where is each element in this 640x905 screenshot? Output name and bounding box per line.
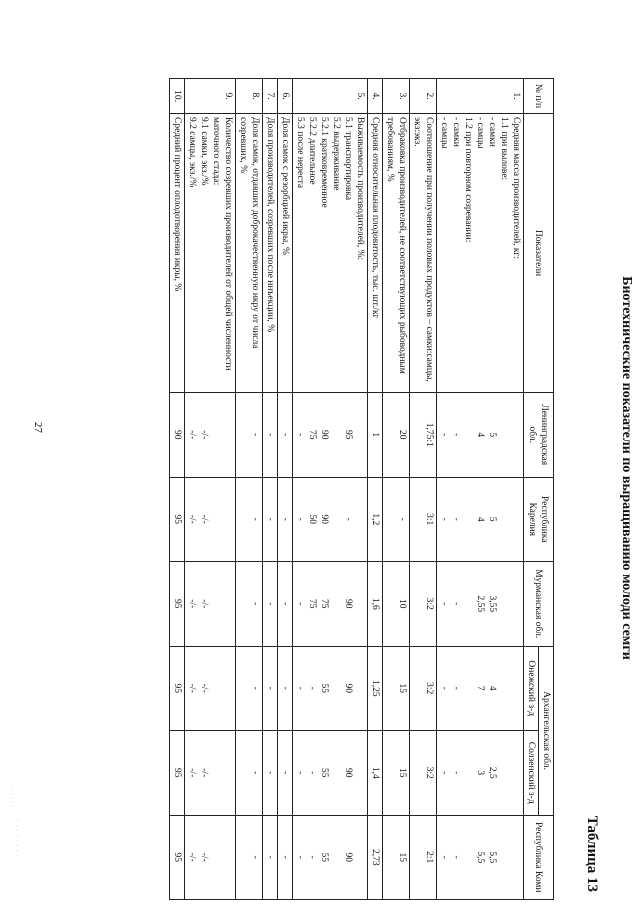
value-line [510, 481, 522, 559]
header-karelia: Республика Карелия [524, 477, 554, 562]
value-line: - [250, 433, 260, 437]
value-line [498, 481, 510, 559]
value-line: 75 [307, 599, 317, 609]
value-cell [368, 815, 383, 900]
row-number: 4. [368, 79, 383, 114]
value-line: -/- [187, 852, 197, 862]
value-line: - [265, 686, 275, 690]
value-cell [383, 562, 410, 647]
value-line: 2,5 [487, 766, 497, 779]
row-number: 5. [293, 79, 368, 114]
table-row [185, 79, 236, 900]
value-line: -/- [199, 683, 209, 693]
value-line: - [451, 771, 461, 775]
header-solza: Солзенский з-д [524, 731, 539, 816]
row-number: 9. [185, 79, 236, 114]
value-cell [185, 393, 236, 478]
value-cell [236, 393, 263, 478]
value-line: - [250, 602, 260, 606]
value-line: - [280, 517, 290, 521]
table-row [437, 79, 524, 900]
value-line: - [439, 602, 449, 606]
value-line [330, 396, 342, 474]
table-row [383, 79, 410, 900]
value-line [498, 650, 510, 728]
value-line: - [295, 855, 305, 859]
value-line [510, 650, 522, 728]
value-line [330, 819, 342, 897]
value-cell [170, 393, 185, 478]
value-line: 90 [319, 430, 329, 440]
value-cell [170, 562, 185, 647]
value-line: -/- [187, 683, 197, 693]
value-line: 3 [475, 770, 485, 776]
header-num: № п/п [524, 79, 554, 114]
value-cell [278, 393, 293, 478]
value-cell [410, 562, 437, 647]
value-line: 10 [397, 599, 407, 609]
value-line [462, 819, 474, 897]
row-indicator [293, 114, 368, 393]
value-cell [437, 815, 524, 900]
value-line: - [265, 771, 275, 775]
value-line [498, 396, 510, 474]
value-line: 90 [343, 852, 353, 862]
value-line: 2:1 [424, 851, 434, 864]
value-line: 15 [397, 768, 407, 778]
value-line [510, 734, 522, 812]
value-line: 75 [307, 430, 317, 440]
value-cell [383, 815, 410, 900]
value-line: - [265, 855, 275, 859]
value-cell [170, 646, 185, 731]
value-cell [278, 815, 293, 900]
header-komi: Республика Коми [524, 815, 554, 900]
value-cell [437, 393, 524, 478]
value-line: 95 [172, 514, 182, 524]
value-line: - [295, 433, 305, 437]
value-cell [263, 393, 278, 478]
header-row-1 [539, 79, 554, 900]
indicator-line: 5.1 транспортировка [343, 117, 353, 201]
value-line [354, 396, 366, 474]
table-row [293, 79, 368, 900]
value-line: - [250, 517, 260, 521]
row-indicator [278, 114, 293, 393]
value-line [210, 481, 222, 559]
value-line: - [280, 433, 290, 437]
value-cell [278, 477, 293, 562]
title-row [560, 38, 600, 898]
row-number: 1. [437, 79, 524, 114]
indicator-line: Количество созревших производителей от общей численности маточного стада: [211, 117, 233, 371]
value-cell [437, 731, 524, 816]
value-line: 95 [172, 852, 182, 862]
value-line: 3:2 [424, 766, 434, 779]
header-indicator: Показатели [524, 114, 554, 393]
value-cell [410, 646, 437, 731]
value-line: - [451, 855, 461, 859]
value-line [354, 819, 366, 897]
data-table [169, 78, 554, 900]
value-line: - [250, 686, 260, 690]
value-line: -/- [187, 430, 197, 440]
value-line: 55 [319, 852, 329, 862]
value-line: 1,6 [370, 597, 380, 610]
value-line: 7 [475, 685, 485, 691]
row-number: 8. [236, 79, 263, 114]
value-line [462, 650, 474, 728]
value-line [354, 650, 366, 728]
value-cell [236, 646, 263, 731]
value-line: 3:2 [424, 597, 434, 610]
value-line: - [307, 771, 317, 775]
value-line: - [280, 686, 290, 690]
value-line: - [265, 517, 275, 521]
header-onega: Онежский з-д [524, 646, 539, 731]
value-cell [437, 562, 524, 647]
indicator-line: Соотношение при получении половых продуктов – самки:самцы, экз:экз. [412, 117, 434, 382]
row-indicator [368, 114, 383, 393]
table-row [410, 79, 437, 900]
value-cell [185, 731, 236, 816]
value-line: - [280, 855, 290, 859]
indicator-line: 9.1 самки, экз./% [199, 117, 209, 186]
row-indicator [170, 114, 185, 393]
indicator-line: 5.2 выдерживание [331, 117, 341, 191]
value-line: - [439, 517, 449, 521]
value-line [210, 734, 222, 812]
indicator-line: - самцы [475, 117, 485, 149]
value-line: - [280, 602, 290, 606]
row-indicator [236, 114, 263, 393]
value-line: - [250, 855, 260, 859]
indicator-line: Средняя масса производителей, кг: [511, 117, 521, 260]
page-number: 27 [32, 422, 44, 433]
value-line [222, 734, 234, 812]
value-cell [236, 477, 263, 562]
value-line: 1 [370, 432, 380, 438]
indicator-line: 5.2.1 кратковременное [319, 117, 329, 208]
indicator-line: Доля самок, отдавших доброкачественную икру от числа созревших, % [238, 117, 260, 349]
table-body [170, 79, 524, 900]
value-cell [263, 815, 278, 900]
value-line: - [295, 602, 305, 606]
data-table-container [169, 78, 554, 900]
value-line: 90 [343, 599, 353, 609]
value-cell [293, 815, 368, 900]
value-line: - [343, 517, 353, 521]
value-line: -/- [199, 599, 209, 609]
value-line [210, 396, 222, 474]
value-line [462, 396, 474, 474]
value-line: -/- [199, 514, 209, 524]
row-indicator [263, 114, 278, 393]
value-cell [410, 731, 437, 816]
value-line [462, 481, 474, 559]
value-line: - [295, 771, 305, 775]
value-line [354, 734, 366, 812]
value-line: - [295, 686, 305, 690]
value-line: - [397, 517, 407, 521]
indicator-line: - самки [487, 117, 497, 147]
value-cell [368, 562, 383, 647]
value-cell [236, 562, 263, 647]
indicator-line: Средний процент оплодотворения икры, % [172, 117, 182, 292]
value-cell [263, 731, 278, 816]
value-line: 5,5 [475, 851, 485, 864]
value-cell [383, 731, 410, 816]
value-line: -/- [187, 768, 197, 778]
value-cell [185, 646, 236, 731]
row-number: 7. [263, 79, 278, 114]
indicator-line: 1.2 при повторном созревании: [463, 117, 473, 243]
row-indicator [410, 114, 437, 393]
value-line: 1,75:1 [424, 422, 434, 447]
value-line: 3:2 [424, 682, 434, 695]
value-cell [293, 562, 368, 647]
value-cell [437, 646, 524, 731]
value-line: 55 [319, 683, 329, 693]
value-cell [170, 477, 185, 562]
value-line: 2,55 [475, 595, 485, 613]
value-cell [263, 477, 278, 562]
value-line [354, 481, 366, 559]
value-line [330, 734, 342, 812]
value-line [498, 734, 510, 812]
value-line: - [439, 433, 449, 437]
table-row [368, 79, 383, 900]
value-line [510, 819, 522, 897]
indicator-line: - самки [451, 117, 461, 147]
value-line: 50 [307, 514, 317, 524]
value-line: 90 [343, 683, 353, 693]
value-line: 15 [397, 683, 407, 693]
value-line: 95 [343, 430, 353, 440]
value-line [498, 565, 510, 643]
header-leningrad: Ленинградская обл. [524, 393, 554, 478]
value-line [510, 396, 522, 474]
value-line: - [451, 433, 461, 437]
value-cell [368, 393, 383, 478]
value-cell [293, 477, 368, 562]
value-line: 90 [319, 514, 329, 524]
indicator-line: 1.1 при вылове: [499, 117, 509, 181]
value-line [222, 565, 234, 643]
header-murmansk: Мурманская обл. [524, 562, 554, 647]
table-row [263, 79, 278, 900]
value-cell [383, 646, 410, 731]
value-cell [293, 731, 368, 816]
value-cell [170, 731, 185, 816]
value-line: -/- [187, 514, 197, 524]
value-cell [293, 646, 368, 731]
indicator-line: Средняя относительная плодовитость, тыс. шт./кг [370, 117, 380, 319]
value-line [462, 565, 474, 643]
indicator-line: Выживаемость производителей, %: [355, 117, 365, 261]
value-line: - [295, 517, 305, 521]
value-cell [383, 477, 410, 562]
value-cell [278, 562, 293, 647]
row-indicator [437, 114, 524, 393]
table-row [236, 79, 263, 900]
value-line: 1,4 [370, 766, 380, 779]
value-line: 2,73 [370, 848, 380, 866]
indicator-line: 9.2 самцы, экз./% [187, 117, 197, 188]
value-line: - [265, 602, 275, 606]
table-row [170, 79, 185, 900]
indicator-line: - самцы [439, 117, 449, 149]
value-line: -/- [199, 768, 209, 778]
value-cell [293, 393, 368, 478]
row-number: 10. [170, 79, 185, 114]
value-line: -/- [199, 430, 209, 440]
header-arkhangelsk: Архангельская обл. [539, 646, 554, 815]
row-indicator [185, 114, 236, 393]
value-cell [185, 562, 236, 647]
value-line [354, 565, 366, 643]
indicator-line: Доля самок с резорбцией икры, % [280, 117, 290, 255]
value-line [462, 734, 474, 812]
value-line: - [439, 855, 449, 859]
value-line [510, 565, 522, 643]
indicator-line: Доля производителей, созревших после инъекции, % [265, 117, 275, 333]
row-indicator [383, 114, 410, 393]
indicator-line: Отбраковка производителей, не соответствующих рыбоводным требованиям, % [385, 117, 407, 374]
value-line: 1,25 [370, 679, 380, 697]
value-line: - [250, 771, 260, 775]
value-line: 3,55 [487, 595, 497, 613]
value-line: 55 [319, 768, 329, 778]
value-line: 5 [487, 516, 497, 522]
value-line [330, 565, 342, 643]
value-line: -/- [199, 852, 209, 862]
value-cell [410, 815, 437, 900]
value-line: 4 [475, 516, 485, 522]
value-line: 20 [397, 430, 407, 440]
value-cell [437, 477, 524, 562]
value-line [222, 650, 234, 728]
value-line [330, 650, 342, 728]
value-line: - [451, 517, 461, 521]
value-line: 4 [487, 685, 497, 691]
value-line: 95 [172, 683, 182, 693]
value-line: 95 [172, 599, 182, 609]
value-line [222, 396, 234, 474]
row-number: 2. [410, 79, 437, 114]
value-line [210, 565, 222, 643]
indicator-line: 5.2.2 длительное [307, 117, 317, 185]
value-line: - [451, 686, 461, 690]
indicator-line: 5.3 после нереста [295, 117, 305, 189]
value-line: - [307, 686, 317, 690]
value-cell [368, 731, 383, 816]
value-cell [368, 646, 383, 731]
table-number: Таблица 13 [584, 815, 600, 892]
value-line [210, 650, 222, 728]
value-cell [410, 393, 437, 478]
value-cell [236, 815, 263, 900]
value-line: - [280, 771, 290, 775]
value-cell [263, 562, 278, 647]
value-line: 1,2 [370, 513, 380, 526]
value-cell [263, 646, 278, 731]
value-line: 5,5 [487, 851, 497, 864]
value-line: 4 [475, 432, 485, 438]
value-line: - [307, 855, 317, 859]
value-cell [383, 393, 410, 478]
value-line [330, 481, 342, 559]
value-line: - [265, 433, 275, 437]
document-title: Биотехнические показатели по выращиванию молоди семги [619, 276, 634, 660]
row-number: 3. [383, 79, 410, 114]
value-line: 90 [172, 430, 182, 440]
value-cell [236, 731, 263, 816]
value-line [498, 819, 510, 897]
table-row [278, 79, 293, 900]
value-cell [278, 731, 293, 816]
value-line: 3:1 [424, 513, 434, 526]
value-line: -/- [187, 599, 197, 609]
value-line: - [439, 686, 449, 690]
value-cell [185, 477, 236, 562]
value-line: 90 [343, 768, 353, 778]
value-cell [278, 646, 293, 731]
value-cell [185, 815, 236, 900]
value-line [222, 481, 234, 559]
value-line: - [451, 602, 461, 606]
value-line: 5 [487, 432, 497, 438]
value-line [210, 819, 222, 897]
value-line: 75 [319, 599, 329, 609]
value-line: 15 [397, 852, 407, 862]
rotated-document [0, 38, 634, 898]
value-cell [410, 477, 437, 562]
value-line [222, 819, 234, 897]
value-cell [170, 815, 185, 900]
value-cell [368, 477, 383, 562]
value-line: 95 [172, 768, 182, 778]
value-line: - [439, 771, 449, 775]
row-number: 6. [278, 79, 293, 114]
